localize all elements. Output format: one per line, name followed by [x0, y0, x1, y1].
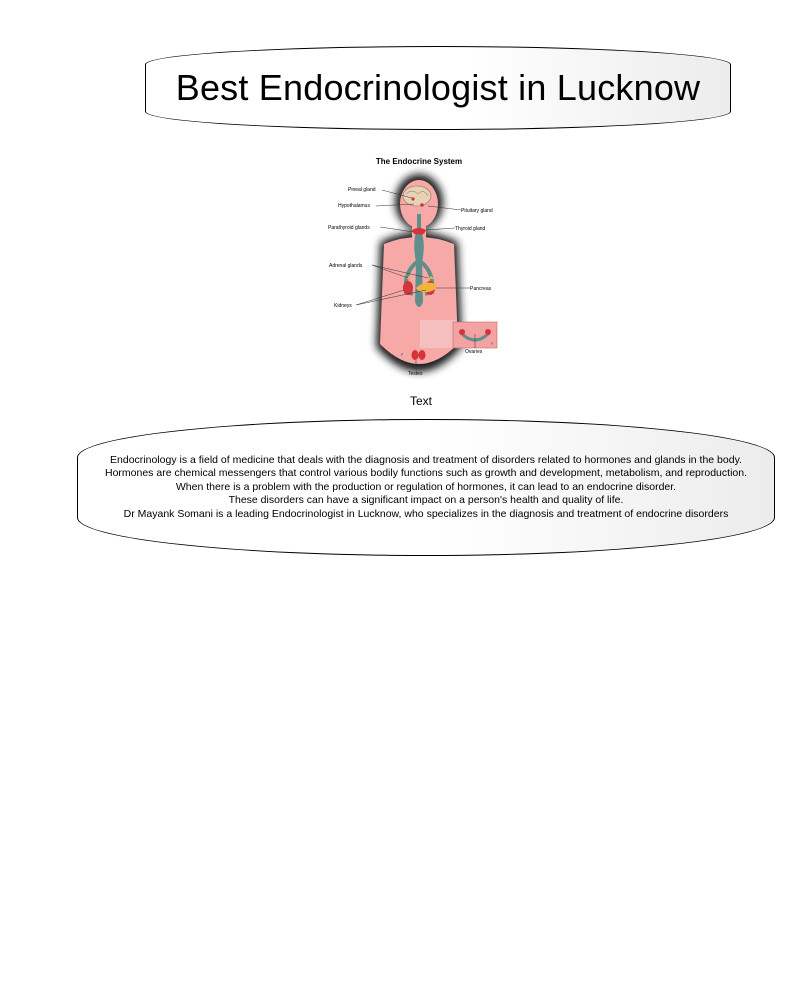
- label-kidneys: Kidneys: [334, 303, 352, 309]
- brain: [403, 186, 431, 206]
- label-hypothalamus: Hypothalamus: [338, 203, 370, 209]
- female-symbol: ♀: [490, 341, 494, 347]
- description-line: These disorders can have a significant impact on a person's health and quality of life.: [228, 494, 624, 507]
- page-title: Best Endocrinologist in Lucknow: [175, 67, 701, 108]
- endocrine-system-diagram: [320, 152, 510, 380]
- label-ovaries: Ovaries: [465, 349, 483, 355]
- label-pancreas: Pancreas: [470, 286, 492, 292]
- male-symbol: ♂: [400, 352, 404, 358]
- description-line: When there is a problem with the production or regulation of hormones, it can lead to an endocrine disorder.: [175, 480, 677, 493]
- label-pineal: Pineal gland: [348, 187, 376, 193]
- description-box: [77, 419, 775, 556]
- label-parathyroid: Parathyroid glands: [328, 225, 370, 231]
- pituitary-gland: [420, 203, 424, 207]
- label-adrenal: Adrenal glands: [329, 263, 363, 269]
- description-line: Hormones are chemical messengers that control various bodily functions such as growth and development, metabolism, and reproduction.: [105, 467, 747, 480]
- label-thyroid: Thyroid gland: [455, 226, 486, 232]
- description-line: Dr Mayank Somani is a leading Endocrinologist in Lucknow, who specializes in the diagnosis and treatment of endocrine disorders: [123, 507, 729, 520]
- diagram-title: The Endocrine System: [375, 157, 463, 166]
- description-line: Endocrinology is a field of medicine that deals with the diagnosis and treatment of disorders related to hormones and glands in the body.: [110, 453, 742, 466]
- figure-caption: Text: [409, 394, 432, 408]
- title-banner: [145, 46, 731, 130]
- label-pituitary: Pituitary gland: [461, 208, 493, 214]
- diagram-svg: [320, 152, 510, 380]
- label-testes: Testes: [408, 371, 423, 377]
- testes: [412, 350, 419, 360]
